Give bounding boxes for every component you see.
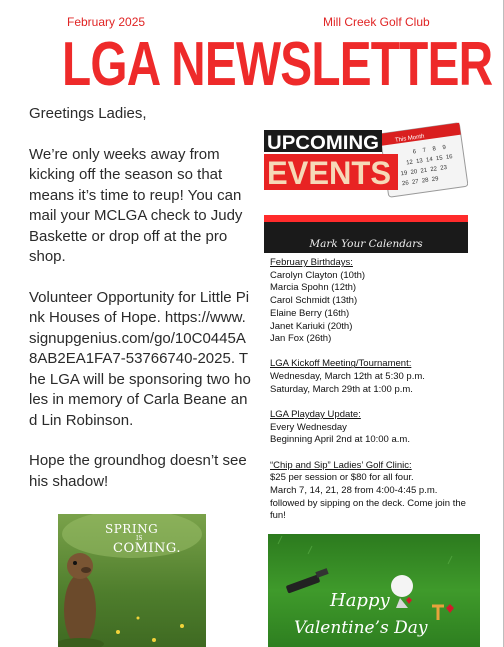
kickoff-line: Saturday, March 29th at 1:00 p.m. [270, 383, 413, 395]
svg-text:21: 21 [420, 167, 428, 175]
playday-line: Every Wednesday [270, 421, 347, 433]
birthday-item: Carol Schmidt (13th) [270, 295, 358, 307]
svg-text:13: 13 [415, 158, 424, 166]
kickoff-line: Wednesday, March 12th at 5:30 p.m. [270, 371, 425, 383]
left-column [29, 104, 251, 512]
playday-line: Beginning April 2nd at 10:00 a.m. [270, 434, 410, 446]
valentines-day-text: Valentine’s Day [294, 618, 428, 638]
playday-section [270, 409, 470, 447]
clinic-schedule: March 7, 14, 21, 28 from 4:00-4:45 p.m. followed by sipping on the deck. Come join the fun! [270, 485, 466, 522]
svg-text:22: 22 [430, 166, 438, 174]
birthday-item: Janet Kariuki (20th) [270, 320, 353, 332]
volunteer-paragraph: Volunteer Opportunity for Little Pink Houses of Hope. https://www.signupgenius.com/go/10C0445A8AB2EA1FA7-53766740-2025. The LGA will be sponsoring two holes in memory of Carla Beane and Lin Robinson. [29, 288, 251, 429]
kickoff-heading: LGA Kickoff Meeting/Tournament: [270, 358, 412, 370]
svg-text:7: 7 [422, 147, 427, 155]
mark-calendars-banner [264, 215, 468, 253]
valentine-image [268, 534, 480, 647]
svg-text:20: 20 [410, 169, 418, 176]
birthdays-section [270, 257, 470, 346]
upcoming-events-graphic [264, 118, 468, 210]
birthday-item: Marcia Spohn (12th) [270, 282, 357, 294]
greeting: Greetings Ladies, [29, 105, 147, 122]
birthdays-heading: February Birthdays: [270, 257, 353, 268]
svg-text:14: 14 [425, 156, 434, 164]
clinic-heading: “Chip and Sip” Ladies’ Golf Clinic: [270, 459, 412, 471]
right-column [270, 257, 470, 536]
svg-text:8: 8 [432, 146, 437, 153]
playday-heading: LGA Playday Update: [270, 409, 361, 421]
events-word-events: EVENTS [267, 155, 391, 191]
groundhog-paragraph: Hope the groundhog doesn’t see his shadow! [29, 452, 247, 490]
spring-groundhog-image [58, 514, 206, 647]
birthday-item: Elaine Berry (16th) [270, 307, 350, 319]
svg-text:29: 29 [431, 176, 439, 184]
birthday-item: Jan Fox (26th) [270, 333, 332, 345]
kickoff-section [270, 358, 470, 396]
club-name: Mill Creek Golf Club [323, 15, 430, 29]
issue-date: February 2025 [67, 15, 146, 29]
svg-text:26: 26 [401, 180, 410, 188]
svg-text:19: 19 [400, 170, 408, 178]
clinic-price: $25 per session or $80 for all four. [270, 472, 414, 484]
happy-text: Happy [330, 590, 390, 611]
spring-text: SPRING [105, 522, 159, 536]
svg-text:12: 12 [405, 159, 414, 167]
svg-text:16: 16 [445, 154, 453, 161]
svg-text:28: 28 [421, 177, 430, 185]
birthday-item: Carolyn Clayton (10th) [270, 269, 366, 281]
dues-paragraph: We’re only weeks away from kicking off the season so that means it’s time to reup! You can mail your MCLGA check to Judy Baskette or drop off at the pro shop. [29, 145, 243, 265]
events-word-upcoming: UPCOMING [267, 133, 379, 154]
svg-text:9: 9 [442, 144, 447, 152]
golf-divot-tool-icon [286, 568, 329, 593]
spring-is-text: IS [136, 535, 143, 542]
svg-text:6: 6 [412, 149, 417, 156]
svg-text:15: 15 [435, 155, 444, 163]
svg-text:23: 23 [439, 164, 448, 172]
calendar-month-label: This Month [394, 133, 425, 144]
clinic-section [270, 460, 470, 524]
mark-calendars-text: Mark Your Calendars [309, 238, 423, 250]
newsletter-title: LGA NEWSLETTER [62, 30, 493, 99]
svg-text:27: 27 [411, 178, 420, 186]
coming-text: COMING. [113, 541, 181, 556]
